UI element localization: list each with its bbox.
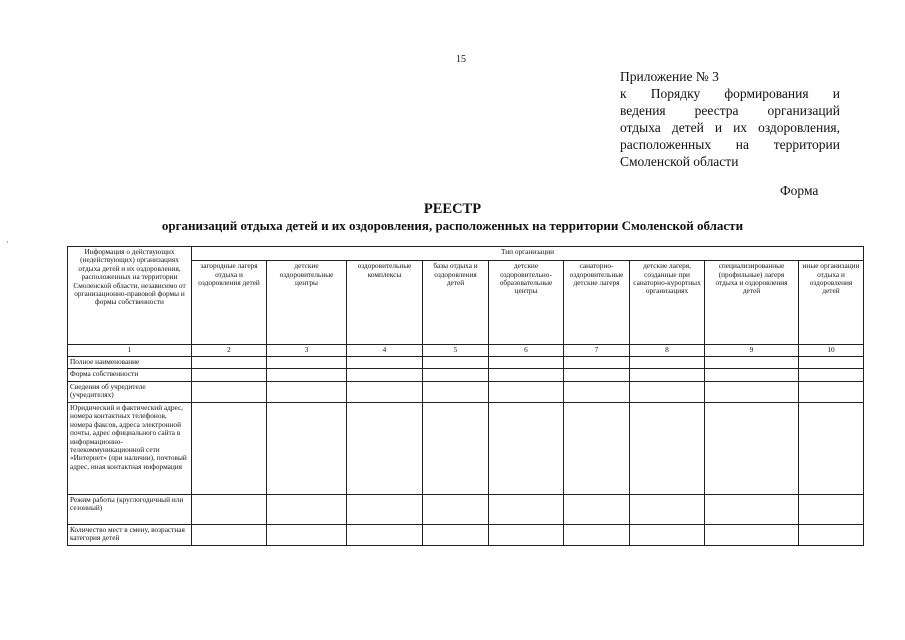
- table-cell: [192, 525, 267, 546]
- document-title: РЕЕСТР: [423, 201, 482, 217]
- column-number: 8: [630, 345, 705, 357]
- table-cell: [799, 369, 864, 382]
- table-cell: [705, 369, 799, 382]
- table-cell: [564, 369, 630, 382]
- table-cell: [799, 357, 864, 369]
- table-cell: [799, 403, 864, 495]
- table-cell: [347, 382, 423, 403]
- row-label: Полное наименование: [68, 357, 192, 369]
- table-cell: [489, 525, 564, 546]
- table-cell: [630, 369, 705, 382]
- table-cell: [267, 357, 347, 369]
- row-label: Режим работы (круглогодичный или сезонный): [68, 495, 192, 525]
- table-row: [68, 369, 864, 382]
- column-number: 3: [267, 345, 347, 357]
- table-cell: [799, 495, 864, 525]
- table-cell: [423, 369, 489, 382]
- table-cell: [489, 403, 564, 495]
- table-cell: [630, 525, 705, 546]
- table-row: [68, 525, 864, 546]
- column-header: детские оздоровительно-образовательные центры: [489, 261, 564, 345]
- table-cell: [423, 495, 489, 525]
- table-cell: [564, 403, 630, 495]
- table-cell: [705, 403, 799, 495]
- column-number: 10: [799, 345, 864, 357]
- table-cell: [489, 369, 564, 382]
- table-cell: [564, 525, 630, 546]
- column-header: специализированные (профильные) лагеря отдыха и оздоровления детей: [705, 261, 799, 345]
- table-cell: [705, 357, 799, 369]
- table-cell: [489, 382, 564, 403]
- column-header: иные организации отдыха и оздоровления детей: [799, 261, 864, 345]
- table-cell: [705, 525, 799, 546]
- table-cell: [347, 495, 423, 525]
- column-header: детские лагеря, созданные при санаторно-курортных организациях: [630, 261, 705, 345]
- column-header: загородные лагеря отдыха и оздоровления детей: [192, 261, 267, 345]
- table-cell: [630, 495, 705, 525]
- table-cell: [192, 403, 267, 495]
- table-cell: [564, 382, 630, 403]
- table-cell: [423, 382, 489, 403]
- document-subtitle: организаций отдыха детей и их оздоровления, расположенных на территории Смоленской области: [161, 218, 744, 233]
- appendix-line: отдыха детей и их оздоровления,: [620, 120, 840, 135]
- column-header: детские оздоровительные центры: [267, 261, 347, 345]
- table-cell: [347, 525, 423, 546]
- margin-mark: ·: [6, 238, 9, 247]
- table-cell: [489, 495, 564, 525]
- column-number: 4: [347, 345, 423, 357]
- table-cell: [799, 382, 864, 403]
- column-number: 5: [423, 345, 489, 357]
- table-cell: [705, 495, 799, 525]
- table-cell: [423, 357, 489, 369]
- table-cell: [564, 357, 630, 369]
- table-row: [68, 357, 864, 369]
- appendix-line: к Порядку формирования и: [620, 86, 840, 101]
- table-cell: [267, 525, 347, 546]
- column-header: базы отдыха и оздоровления детей: [423, 261, 489, 345]
- appendix-line: расположенных на территории: [620, 137, 840, 152]
- row-label: Сведения об учредителе (учредителях): [68, 382, 192, 403]
- table-cell: [347, 403, 423, 495]
- table-row: [68, 403, 864, 495]
- table-cell: [630, 403, 705, 495]
- row-label: Форма собственности: [68, 369, 192, 382]
- row-label: Количество мест в смену, возрастная категория детей: [68, 525, 192, 546]
- row-label: Юридический и фактический адрес, номера контактных телефонов, номера факсов, адреса электронной почты, адрес официального сайта в информационно-телекоммуникационной сети «Интернет» (при наличии), почтовый адрес, иная контактная информация: [68, 403, 192, 495]
- type-header: Тип организации: [192, 247, 864, 261]
- table-cell: [267, 403, 347, 495]
- appendix-line: ведения реестра организаций: [620, 103, 840, 118]
- table-cell: [630, 382, 705, 403]
- table-cell: [192, 369, 267, 382]
- table-cell: [267, 382, 347, 403]
- column-number: 2: [192, 345, 267, 357]
- info-header: Информация о действующих (недействующих) организациях отдыха детей и их оздоровления, расположенных на территории Смоленской области, независимо от организационно-правовой формы и формы собственности: [68, 247, 192, 345]
- appendix-line: Приложение № 3: [620, 69, 719, 84]
- column-header: санаторно-оздоровительные детские лагеря: [564, 261, 630, 345]
- appendix-line: Смоленской области: [620, 154, 739, 169]
- table-cell: [799, 525, 864, 546]
- page-number: 15: [456, 54, 466, 65]
- table-cell: [423, 525, 489, 546]
- table-row: [68, 382, 864, 403]
- column-header: оздоровительные комплексы: [347, 261, 423, 345]
- table-cell: [705, 382, 799, 403]
- table-cell: [192, 382, 267, 403]
- table-cell: [267, 369, 347, 382]
- table-cell: [347, 369, 423, 382]
- table-cell: [630, 357, 705, 369]
- column-number: 7: [564, 345, 630, 357]
- registry-table: [67, 246, 864, 546]
- form-label: Форма: [780, 183, 819, 198]
- column-number: 9: [705, 345, 799, 357]
- table-cell: [267, 495, 347, 525]
- column-number: 6: [489, 345, 564, 357]
- table-cell: [192, 357, 267, 369]
- appendix-block: [620, 68, 840, 170]
- table-cell: [564, 495, 630, 525]
- table-row: [68, 495, 864, 525]
- column-number: 1: [68, 345, 192, 357]
- table-cell: [489, 357, 564, 369]
- table-cell: [347, 357, 423, 369]
- table-cell: [192, 495, 267, 525]
- table-cell: [423, 403, 489, 495]
